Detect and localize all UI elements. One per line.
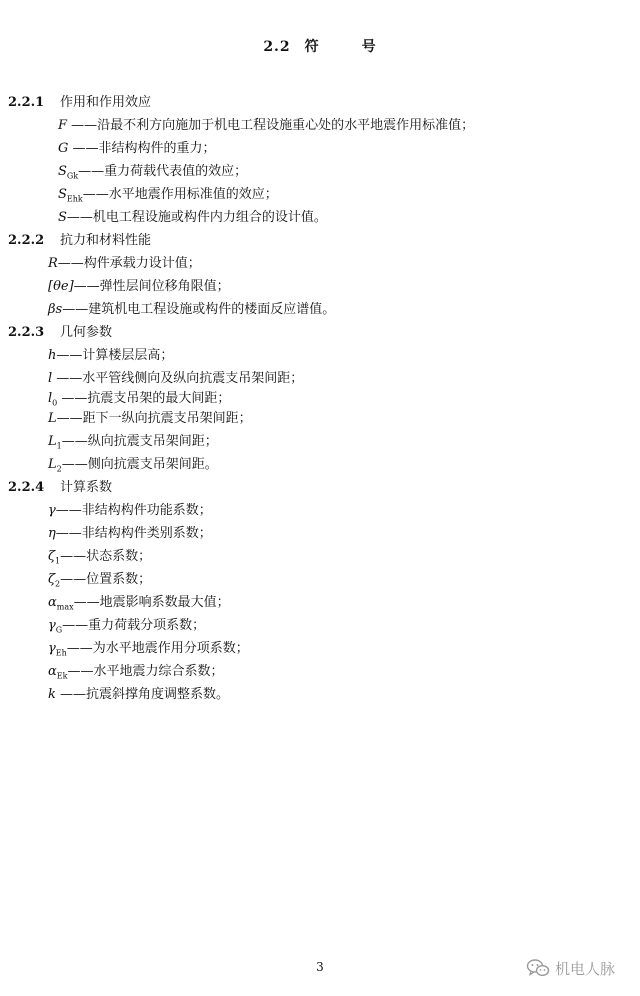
symbol: βs <box>48 302 63 317</box>
symbol: G <box>58 141 69 156</box>
symbol: α <box>48 664 57 679</box>
symbol: γ <box>48 641 56 656</box>
symbol-definition <box>0 389 640 409</box>
title-char-1: 符 <box>304 39 320 55</box>
symbol-description: ——重力荷载分项系数； <box>62 618 206 633</box>
symbol: l <box>48 371 53 386</box>
symbol-description: ——机电工程设施或构件内力组合的设计值。 <box>66 210 327 225</box>
symbol-list <box>0 93 640 708</box>
symbol: ζ <box>48 572 56 587</box>
symbol-definition <box>0 662 640 685</box>
symbol-subscript: Eh <box>55 648 67 658</box>
symbol-description: ——距下一纵向抗震支吊架间距； <box>56 411 252 426</box>
symbol-definition <box>0 300 640 323</box>
title-char-2: 号 <box>361 39 377 55</box>
symbol-description: ——水平地震作用标准值的效应； <box>82 187 278 202</box>
symbol-description: ——构件承载力设计值； <box>57 256 201 271</box>
symbol-description: ——重力荷载代表值的效应； <box>78 164 248 179</box>
symbol-description: ——为水平地震作用分项系数； <box>66 641 249 656</box>
symbol-definition <box>0 208 640 231</box>
symbol: k <box>48 687 56 702</box>
symbol-definition <box>0 593 640 616</box>
symbol-definition <box>0 639 640 662</box>
symbol-definition <box>0 369 640 389</box>
symbol: η <box>48 526 56 541</box>
section-heading <box>0 93 640 116</box>
symbol-definition <box>0 346 640 369</box>
symbol-definition <box>0 570 640 593</box>
symbol-definition <box>0 685 640 708</box>
symbol-description: ——计算楼层层高； <box>56 348 174 363</box>
section-name: 抗力和材料性能 <box>60 233 152 248</box>
symbol-description: ——位置系数； <box>60 572 152 587</box>
symbol: γ <box>48 503 56 518</box>
symbol-definition <box>0 524 640 547</box>
symbol-subscript: Gk <box>66 171 79 181</box>
section-name: 计算系数 <box>60 480 113 495</box>
symbol-subscript: 0 <box>52 398 58 408</box>
symbol-description: ——水平地震力综合系数； <box>67 664 224 679</box>
watermark-text: 机电人脉 <box>555 959 616 978</box>
section-number: 2.2 <box>263 39 291 55</box>
symbol: h <box>48 348 57 363</box>
section-number: 2.2.3 <box>8 325 45 340</box>
symbol-description: ——纵向抗震支吊架间距； <box>61 434 218 449</box>
symbol: R <box>48 256 58 271</box>
symbol-description: ——侧向抗震支吊架间距。 <box>61 457 218 472</box>
symbol-subscript: G <box>55 625 63 635</box>
symbol-description: ——非结构构件的重力； <box>68 141 216 156</box>
symbol-definition <box>0 616 640 639</box>
symbol-definition <box>0 185 640 208</box>
section-number: 2.2.1 <box>8 95 45 110</box>
section-heading <box>0 478 640 501</box>
symbol: S <box>58 187 67 202</box>
section-heading <box>0 231 640 254</box>
wechat-icon <box>526 958 550 978</box>
watermark <box>526 956 615 980</box>
symbol-definition <box>0 455 640 478</box>
symbol-subscript: 1 <box>55 556 61 566</box>
symbol-description: ——非结构构件类别系数； <box>55 526 212 541</box>
section-name: 作用和作用效应 <box>60 95 152 110</box>
symbol: S <box>58 164 67 179</box>
symbol-description: ——弹性层间位移角限值； <box>73 279 230 294</box>
symbol-description: ——沿最不利方向施加于机电工程设施重心处的水平地震作用标准值； <box>67 118 475 133</box>
symbol-subscript: max <box>56 602 74 612</box>
symbol-definition <box>0 162 640 185</box>
symbol-definition <box>0 254 640 277</box>
symbol: l <box>48 391 53 406</box>
section-number: 2.2.4 <box>8 480 45 495</box>
page-number: 3 <box>316 960 324 974</box>
symbol-definition <box>0 547 640 570</box>
symbol-definition <box>0 277 640 300</box>
symbol: ζ <box>48 549 56 564</box>
symbol-description: ——建筑机电工程设施或构件的楼面反应谱值。 <box>62 302 336 317</box>
symbol: L <box>48 457 57 472</box>
section-name: 几何参数 <box>60 325 113 340</box>
symbol-subscript: Ek <box>56 671 68 681</box>
symbol: [θe] <box>48 279 74 294</box>
symbol: L <box>48 411 57 426</box>
page-title <box>0 36 640 56</box>
symbol: γ <box>48 618 56 633</box>
section-number: 2.2.2 <box>8 233 45 248</box>
symbol-definition <box>0 409 640 432</box>
symbol-description: ——地震影响系数最大值； <box>73 595 230 610</box>
symbol-description: ——水平管线侧向及纵向抗震支吊架间距； <box>52 371 304 386</box>
symbol-definition <box>0 139 640 162</box>
symbol-subscript: 2 <box>56 464 62 474</box>
symbol-definition <box>0 116 640 139</box>
symbol: α <box>48 595 57 610</box>
symbol-description: ——状态系数； <box>60 549 152 564</box>
symbol-definition <box>0 501 640 524</box>
section-heading <box>0 323 640 346</box>
symbol: L <box>48 434 57 449</box>
symbol-definition <box>0 432 640 455</box>
symbol-description: ——抗震支吊架的最大间距； <box>57 391 231 406</box>
symbol: F <box>58 118 68 133</box>
symbol-description: ——抗震斜撑角度调整系数。 <box>55 687 230 702</box>
symbol-subscript: Ehk <box>66 194 83 204</box>
symbol-subscript: 2 <box>55 579 61 589</box>
symbol: S <box>58 210 67 225</box>
symbol-description: ——非结构构件功能系数； <box>55 503 212 518</box>
symbol-subscript: 1 <box>56 441 62 451</box>
